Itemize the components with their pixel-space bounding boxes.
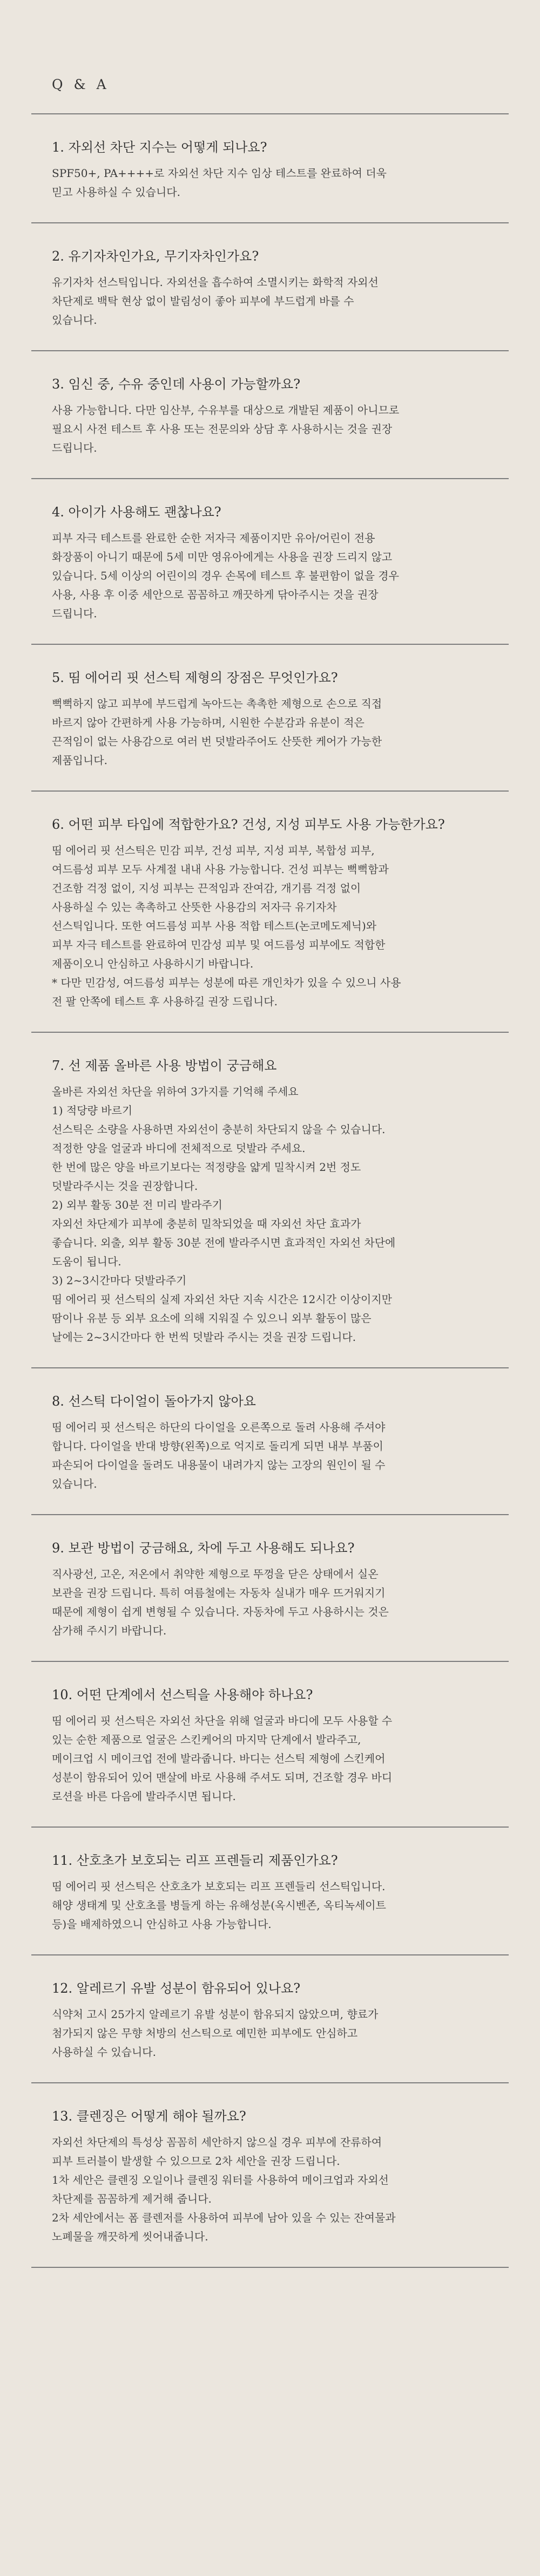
answer-line: 드립니다. <box>52 607 97 620</box>
question-heading: 10. 어떤 단계에서 선스틱을 사용해야 하나요? <box>52 1687 313 1702</box>
answer-line: 있습니다. <box>52 314 97 326</box>
answer-line: 화장품이 아니기 때문에 5세 미만 영유아에게는 사용을 권장 드리지 않고 <box>52 550 393 563</box>
answer-line: 믿고 사용하실 수 있습니다. <box>52 186 180 199</box>
answer-line: 끈적임이 없는 사용감으로 여러 번 덧발라주어도 산뜻한 케어가 가능한 <box>52 735 382 748</box>
question-heading: 7. 선 제품 올바른 사용 방법이 궁금해요 <box>52 1058 277 1073</box>
answer-line: 1차 세안은 클렌징 오일이나 클렌징 워터를 사용하여 메이크업과 자외선 <box>52 2173 389 2186</box>
answer-line: 띰 에어리 핏 선스틱은 민감 피부, 건성 피부, 지성 피부, 복합성 피부, <box>52 844 375 857</box>
answer-text <box>52 164 487 202</box>
qa-item <box>31 114 509 223</box>
question-heading: 13. 클렌징은 어떻게 해야 될까요? <box>52 2109 246 2124</box>
qa-item <box>31 1368 509 1515</box>
answer-line: 파손되어 다이얼을 돌려도 내용물이 내려가지 않는 고장의 원인이 될 수 <box>52 1459 386 1471</box>
answer-line: 날에는 2~3시간마다 한 번씩 덧발라 주시는 것을 권장 드립니다. <box>52 1331 356 1344</box>
answer-line: 사용하실 수 있는 촉촉하고 산뜻한 사용감의 저자극 유기자차 <box>52 901 337 914</box>
page-title: Q & A <box>52 77 110 92</box>
qa-item <box>31 645 509 792</box>
answer-text <box>52 1712 487 1806</box>
answer-text <box>52 1082 487 1347</box>
qa-item <box>31 479 509 645</box>
answer-text <box>52 1565 487 1640</box>
answer-line: 여드름성 피부 모두 사계절 내내 사용 가능합니다. 건성 피부는 뻑뻑함과 <box>52 863 389 876</box>
question-heading: 1. 자외선 차단 지수는 어떻게 되나요? <box>52 140 267 155</box>
question-heading: 8. 선스틱 다이얼이 돌아가지 않아요 <box>52 1394 256 1409</box>
answer-line: 2차 세안에서는 폼 클렌저를 사용하여 피부에 남아 있을 수 있는 잔여물과 <box>52 2211 396 2224</box>
answer-text <box>52 273 487 330</box>
qa-list <box>0 114 540 2268</box>
answer-line: 첨가되지 않은 무향 처방의 선스틱으로 예민한 피부에도 안심하고 <box>52 2027 358 2040</box>
answer-line: 띰 에어리 핏 선스틱의 실제 자외선 차단 지속 시간은 12시간 이상이지만 <box>52 1293 392 1306</box>
answer-line: 차단제를 꼼꼼하게 제거해 줍니다. <box>52 2192 212 2205</box>
answer-line: 사용 가능합니다. 다만 임산부, 수유부를 대상으로 개발된 제품이 아니므로 <box>52 404 400 417</box>
answer-line: 3) 2~3시간마다 덧발라주기 <box>52 1274 187 1287</box>
answer-line: 한 번에 많은 양을 바르기보다는 적정량을 얇게 밀착시켜 2번 정도 <box>52 1161 361 1174</box>
qa-item <box>31 1033 509 1368</box>
question-heading: 2. 유기자차인가요, 무기자차인가요? <box>52 249 259 264</box>
answer-line: 땀이나 유분 등 외부 요소에 의해 지워질 수 있으니 외부 활동이 많은 <box>52 1312 372 1325</box>
answer-line: 로션을 바른 다음에 발라주시면 됩니다. <box>52 1790 236 1803</box>
answer-line: 띰 에어리 핏 선스틱은 하단의 다이얼을 오른쪽으로 돌려 사용해 주셔야 <box>52 1421 386 1434</box>
answer-line: 2) 외부 활동 30분 전 미리 발라주기 <box>52 1198 222 1211</box>
answer-line: 직사광선, 고온, 저온에서 취약한 제형으로 뚜껑을 닫은 상태에서 실온 <box>52 1568 379 1580</box>
answer-line: 차단제로 백탁 현상 없이 발림성이 좋아 피부에 부드럽게 바를 수 <box>52 295 354 308</box>
question-heading: 4. 아이가 사용해도 괜찮나요? <box>52 505 221 520</box>
answer-line: 피부 자극 테스트를 완료하여 민감성 피부 및 여드름성 피부에도 적합한 <box>52 938 386 951</box>
answer-line: 때문에 제형이 쉽게 변형될 수 있습니다. 자동차에 두고 사용하시는 것은 <box>52 1605 389 1618</box>
answer-line: 전 팔 안쪽에 테스트 후 사용하길 권장 드립니다. <box>52 995 278 1008</box>
answer-line: 제품이오니 안심하고 사용하시기 바랍니다. <box>52 957 254 970</box>
answer-line: 피부 트러블이 발생할 수 있으므로 2차 세안을 권장 드립니다. <box>52 2155 340 2168</box>
answer-text <box>52 2133 487 2246</box>
answer-line: 노폐물을 깨끗하게 씻어내줍니다. <box>52 2230 208 2243</box>
question-heading: 6. 어떤 피부 타입에 적합한가요? 건성, 지성 피부도 사용 가능한가요? <box>52 817 445 832</box>
question-heading: 9. 보관 방법이 궁금해요, 차에 두고 사용해도 되나요? <box>52 1541 355 1556</box>
answer-line: 뻑뻑하지 않고 피부에 부드럽게 녹아드는 촉촉한 제형으로 손으로 직접 <box>52 697 382 710</box>
answer-line: 자외선 차단제가 피부에 충분히 밀착되었을 때 자외선 차단 효과가 <box>52 1217 361 1230</box>
answer-line: 덧발라주시는 것을 권장합니다. <box>52 1180 198 1192</box>
answer-line: 있습니다. 5세 이상의 어린이의 경우 손목에 테스트 후 불편함이 없을 경우 <box>52 569 399 582</box>
answer-line: 선스틱은 소량을 사용하면 자외선이 충분히 차단되지 않을 수 있습니다. <box>52 1123 386 1136</box>
qa-item <box>31 351 509 479</box>
qa-item <box>31 792 509 1033</box>
answer-text <box>52 2005 487 2062</box>
qa-item <box>31 1662 509 1828</box>
question-heading: 12. 알레르기 유발 성분이 함유되어 있나요? <box>52 1981 301 1996</box>
answer-line: 삼가해 주시기 바랍니다. <box>52 1624 167 1637</box>
answer-text <box>52 529 487 623</box>
answer-line: 적정한 양을 얼굴과 바디에 전체적으로 덧발라 주세요. <box>52 1142 306 1155</box>
answer-line: 자외선 차단제의 특성상 꼼꼼히 세안하지 않으실 경우 피부에 잔류하여 <box>52 2136 382 2149</box>
qa-item <box>31 223 509 351</box>
qa-item <box>31 1955 509 2083</box>
answer-text <box>52 401 487 458</box>
answer-line: 건조함 걱정 없이, 지성 피부는 끈적임과 잔여감, 개기름 걱정 없이 <box>52 882 361 895</box>
question-heading: 11. 산호초가 보호되는 리프 프렌들리 제품인가요? <box>52 1853 338 1868</box>
answer-line: 보관을 권장 드립니다. 특히 여름철에는 자동차 실내가 매우 뜨거워지기 <box>52 1586 386 1599</box>
answer-line: 합니다. 다이얼을 반대 방향(왼쪽)으로 억지로 돌리게 되면 내부 부품이 <box>52 1440 383 1453</box>
qa-item <box>31 1828 509 1955</box>
answer-line: SPF50+, PA++++로 자외선 차단 지수 임상 테스트를 완료하여 더욱 <box>52 167 387 180</box>
answer-line: 도움이 됩니다. <box>52 1255 122 1268</box>
answer-text <box>52 1877 487 1934</box>
answer-line: 있는 순한 제품으로 얼굴은 스킨케어의 마지막 단계에서 발라주고, <box>52 1733 361 1746</box>
answer-line: 드립니다. <box>52 441 97 454</box>
qa-item <box>31 2083 509 2268</box>
answer-line: 올바른 자외선 차단을 위하여 3가지를 기억해 주세요 <box>52 1085 299 1098</box>
answer-line: 좋습니다. 외출, 외부 활동 30분 전에 발라주시면 효과적인 자외선 차단에 <box>52 1236 396 1249</box>
question-heading: 5. 띰 에어리 핏 선스틱 제형의 장점은 무엇인가요? <box>52 670 338 685</box>
answer-line: 식약처 고시 25가지 알레르기 유발 성분이 함유되지 않았으며, 향료가 <box>52 2008 379 2021</box>
answer-line: 성분이 함유되어 있어 맨살에 바로 사용해 주셔도 되며, 건조할 경우 바디 <box>52 1771 393 1784</box>
answer-line: 메이크업 시 메이크업 전에 발라줍니다. 바디는 선스틱 제형에 스킨케어 <box>52 1752 386 1765</box>
answer-line: 1) 적당량 바르기 <box>52 1104 133 1117</box>
answer-line: 해양 생태계 및 산호초를 병들게 하는 유해성분(옥시벤존, 옥티녹세이트 <box>52 1899 386 1912</box>
answer-line: 사용하실 수 있습니다. <box>52 2046 156 2059</box>
answer-line: 유기자차 선스틱입니다. 자외선을 흡수하여 소멸시키는 화학적 자외선 <box>52 276 379 289</box>
answer-line: 등)을 배제하였으니 안심하고 사용 가능합니다. <box>52 1918 272 1931</box>
answer-line: 띰 에어리 핏 선스틱은 자외선 차단을 위해 얼굴과 바디에 모두 사용할 수 <box>52 1714 393 1727</box>
answer-text <box>52 1418 487 1494</box>
answer-line: 피부 자극 테스트를 완료한 순한 저자극 제품이지만 유아/어린이 전용 <box>52 531 375 544</box>
answer-line: 사용, 사용 후 이중 세안으로 꼼꼼하고 깨끗하게 닦아주시는 것을 권장 <box>52 588 379 601</box>
question-heading: 3. 임신 중, 수유 중인데 사용이 가능할까요? <box>52 377 301 392</box>
answer-line: 필요시 사전 테스트 후 사용 또는 전문의와 상담 후 사용하시는 것을 권장 <box>52 422 393 435</box>
answer-line: 띰 에어리 핏 선스틱은 산호초가 보호되는 리프 프렌들리 선스틱입니다. <box>52 1880 386 1893</box>
answer-line: * 다만 민감성, 여드름성 피부는 성분에 따른 개인차가 있을 수 있으니 사용 <box>52 976 401 989</box>
answer-line: 바르지 않아 간편하게 사용 가능하며, 시원한 수분감과 유분이 적은 <box>52 716 364 729</box>
qa-item <box>31 1515 509 1662</box>
answer-line: 있습니다. <box>52 1477 97 1490</box>
answer-text <box>52 694 487 770</box>
answer-line: 제품입니다. <box>52 754 107 767</box>
answer-text <box>52 841 487 1011</box>
answer-line: 선스틱입니다. 또한 여드름성 피부 사용 적합 테스트(논코메도제닉)와 <box>52 919 377 932</box>
